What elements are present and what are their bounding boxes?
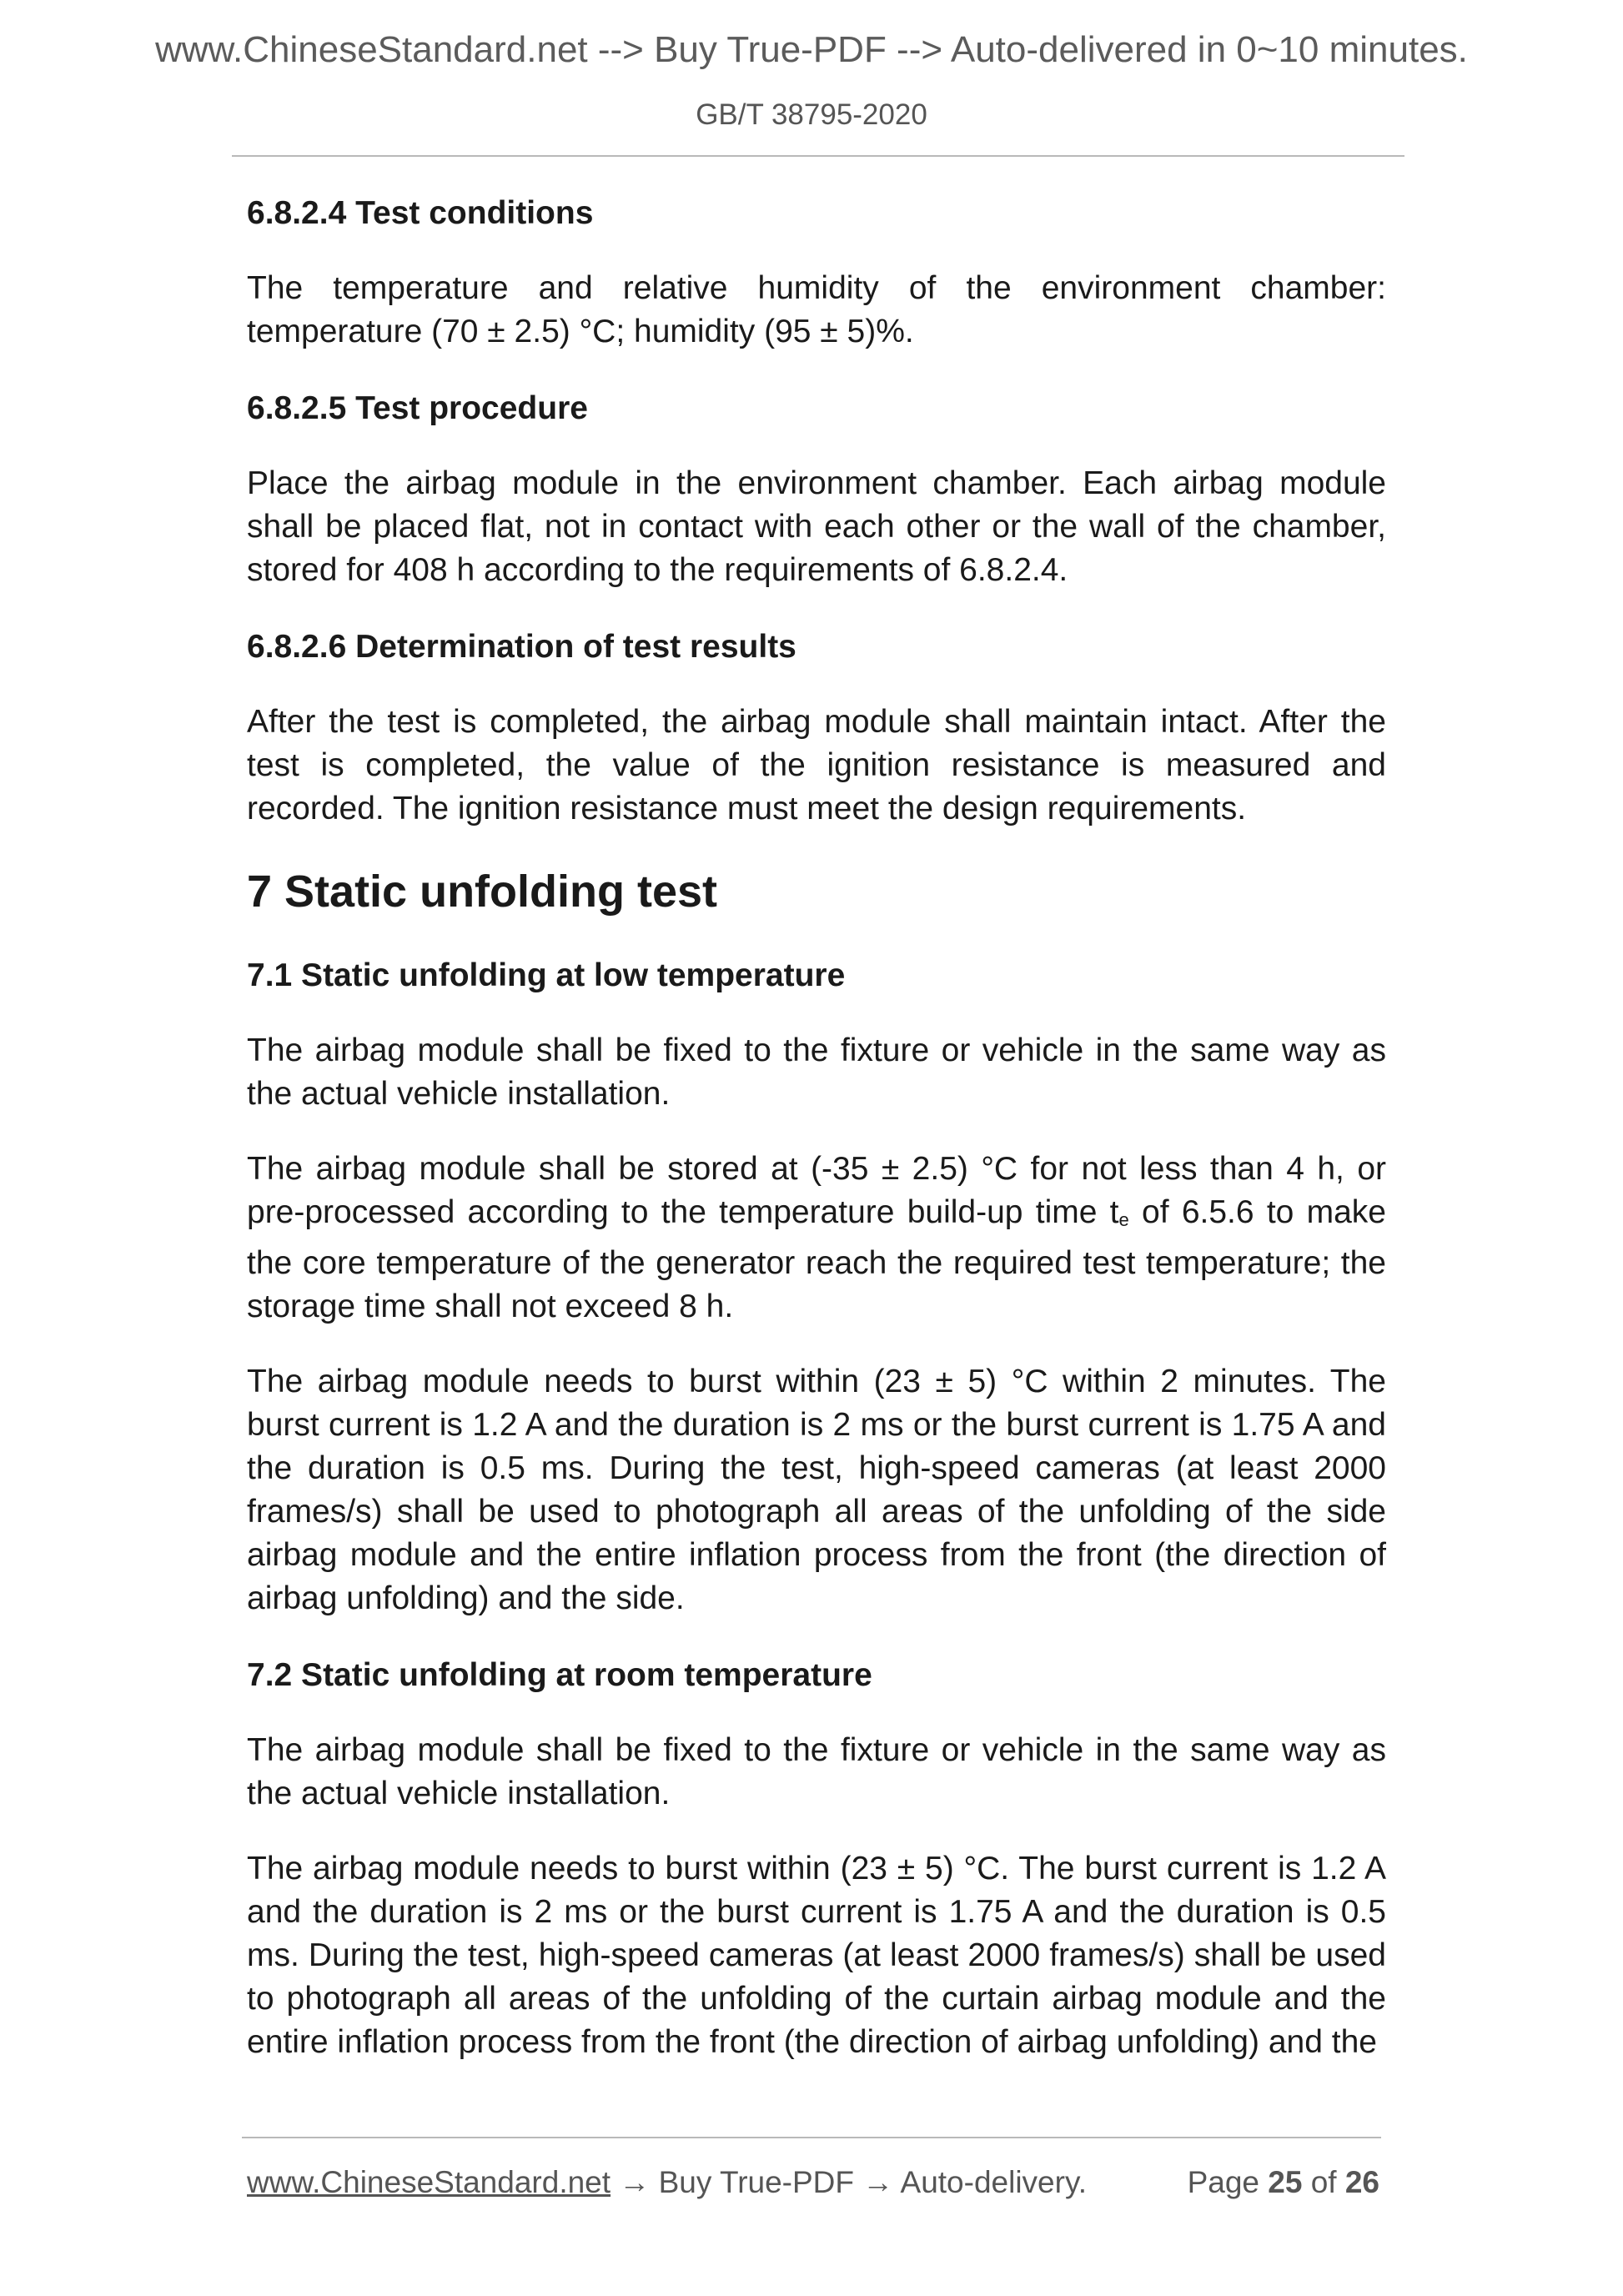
paragraph-7-1-burst: The airbag module needs to burst within (23 ± 5) °C within 2 minutes. The burst current is 1.2 A and the duration is 2 ms or the burst current is 1.75 A and the duration is 0.5 ms. During the test, high-speed cameras (at least 2000 frames/s) shall be used to photograph all areas of the unfolding of the side airbag module and the entire inflation process from the front (the direction of airbag unfolding) and the side.: [247, 1364, 1386, 1616]
paragraph-7-2-burst: The airbag module needs to burst within (23 ± 5) °C. The burst current is 1.2 A and the duration is 2 ms or the burst current is 1.75 A and the duration is 0.5 ms. During the test, high-speed cameras (at least 2000 frames/s) shall be used to photograph all areas of the unfolding of the curtain airbag module and the entire inflation process from the front (the direction of airbag unfolding) and the: [247, 1851, 1386, 2060]
site-banner: www.ChineseStandard.net --> Buy True-PDF --> Auto-delivered in 0~10 minutes.: [155, 29, 1468, 70]
page-footer: [247, 2162, 1379, 2203]
page-indicator: [1188, 2162, 1379, 2203]
of-label: of: [1302, 2165, 1345, 2199]
document-code: GB/T 38795-2020: [696, 98, 927, 131]
storage-subscript: e: [1118, 1209, 1129, 1230]
heading-7-1: 7.1 Static unfolding at low temperature: [247, 957, 846, 993]
storage-text-a: The airbag module shall be stored at (-35 ± 2.5) °C for not less than 4 h, or pre-processed according to the temperature build-up time t: [247, 1151, 1386, 1230]
paragraph-test-conditions: The temperature and relative humidity of the environment chamber: temperature (70 ± 2.5) °C; humidity (95 ± 5)%.: [247, 270, 1386, 349]
footer-left: [247, 2162, 1087, 2203]
footer-divider: [242, 2137, 1381, 2138]
heading-section-7: 7 Static unfolding test: [247, 867, 718, 917]
page-number: 25: [1268, 2165, 1303, 2199]
paragraph-test-results: After the test is completed, the airbag module shall maintain intact. After the test is completed, the value of the ignition resistance is measured and recorded. The ignition resistance must meet the design requirements.: [247, 704, 1386, 826]
page-content: [247, 190, 1386, 2096]
header-divider: [232, 155, 1404, 157]
heading-6-8-2-6: 6.8.2.6 Determination of test results: [247, 629, 796, 665]
paragraph-test-procedure: Place the airbag module in the environment chamber. Each airbag module shall be placed flat, not in contact with each other or the wall of the chamber, stored for 408 h according to the requirements of 6.8.2.4.: [247, 465, 1386, 588]
total-pages: 26: [1344, 2165, 1379, 2199]
heading-6-8-2-5: 6.8.2.5 Test procedure: [247, 390, 588, 426]
paragraph-7-1-storage: [247, 1148, 1386, 1329]
paragraph-7-1-fixing: The airbag module shall be fixed to the fixture or vehicle in the same way as the actual vehicle installation.: [247, 1032, 1386, 1112]
heading-7-2: 7.2 Static unfolding at room temperature: [247, 1657, 872, 1693]
heading-6-8-2-4: 6.8.2.4 Test conditions: [247, 195, 594, 231]
storage-text-b: of 6.5.6 to make the core temperature of the generator reach the required test temperature; the storage time shall not exceed 8 h.: [247, 1194, 1386, 1324]
page-label: Page: [1187, 2165, 1269, 2199]
paragraph-7-2-fixing: The airbag module shall be fixed to the fixture or vehicle in the same way as the actual vehicle installation.: [247, 1732, 1386, 1811]
footer-tagline: → Buy True-PDF → Auto-delivery.: [611, 2165, 1087, 2199]
footer-site-link[interactable]: www.ChineseStandard.net: [247, 2165, 611, 2199]
